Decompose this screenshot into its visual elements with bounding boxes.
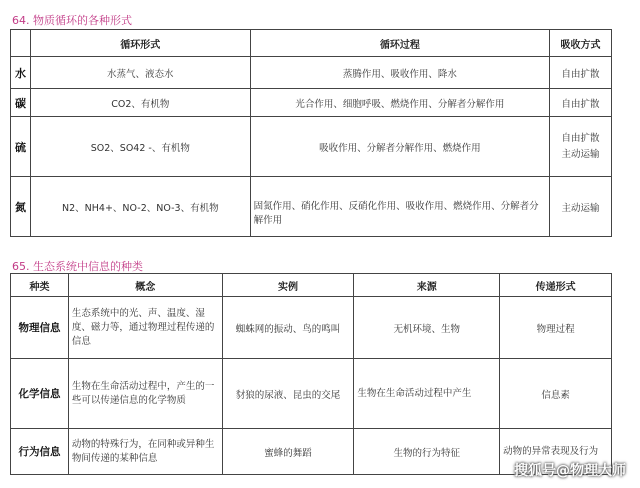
- cycle-form-cell: CO2、有机物: [30, 89, 250, 117]
- header-cell: 种类: [11, 274, 69, 297]
- watermark: 搜狐号@物理大师: [514, 463, 626, 479]
- cycle-form-cell: N2、NH4+、NO-2、NO-3、有机物: [30, 177, 250, 237]
- transfer-form-cell: 物理过程: [500, 297, 612, 359]
- absorb-value: 自由扩散: [561, 132, 600, 144]
- absorb-cell: [550, 117, 612, 177]
- cycle-process-cell: 蒸腾作用、吸收作用、降水: [250, 57, 549, 89]
- header-cell: 来源: [354, 274, 500, 297]
- header-cell: 循环过程: [250, 30, 549, 57]
- absorb-value: 主动运输: [561, 148, 600, 160]
- concept-cell: 动物的特殊行为，在同种或异种生物间传递的某种信息: [68, 429, 222, 475]
- row-label: 硫: [11, 117, 31, 177]
- absorb-value: 自由扩散: [561, 98, 600, 110]
- header-cell: 实例: [222, 274, 354, 297]
- material-cycle-table: [10, 29, 612, 237]
- table-row: [11, 297, 612, 359]
- table-row: [11, 117, 612, 177]
- concept-cell: 生物在生命活动过程中，产生的一些可以传递信息的化学物质: [68, 359, 222, 429]
- row-label: 化学信息: [11, 359, 69, 429]
- source-cell: 生物的行为特征: [354, 429, 500, 475]
- cycle-process-cell: 吸收作用、分解者分解作用、燃烧作用: [250, 117, 549, 177]
- table-row: [11, 177, 612, 237]
- transfer-form-cell: 动物的异常表现及行为: [500, 429, 612, 475]
- source-cell: 无机环境、生物: [354, 297, 500, 359]
- row-label: 氮: [11, 177, 31, 237]
- header-cell: 传递形式: [500, 274, 612, 297]
- table-row: [11, 359, 612, 429]
- section-64-title: 64. 物质循环的各种形式: [12, 14, 132, 27]
- transfer-form-cell: 信息素: [500, 359, 612, 429]
- row-label: 行为信息: [11, 429, 69, 475]
- cycle-process-cell: 固氮作用、硝化作用、反硝化作用、吸收作用、燃烧作用、分解者分解作用: [250, 177, 549, 237]
- header-cell: 吸收方式: [550, 30, 612, 57]
- concept-cell: 生态系统中的光、声、温度、湿度、磁力等，通过物理过程传递的信息: [68, 297, 222, 359]
- table-row: [11, 89, 612, 117]
- cycle-form-cell: 水蒸气、液态水: [30, 57, 250, 89]
- ecosystem-info-table: [10, 273, 612, 475]
- cycle-process-cell: 光合作用、细胞呼吸、燃烧作用、分解者分解作用: [250, 89, 549, 117]
- table-header-row: [11, 274, 612, 297]
- example-cell: 豺狼的尿液、昆虫的交尾: [222, 359, 354, 429]
- cycle-form-cell: SO2、SO42 -、有机物: [30, 117, 250, 177]
- absorb-value: 主动运输: [561, 202, 600, 214]
- row-label: 水: [11, 57, 31, 89]
- section-65-title: 65. 生态系统中信息的种类: [12, 260, 143, 273]
- row-label: 物理信息: [11, 297, 69, 359]
- absorb-cell: [550, 177, 612, 237]
- table-row: [11, 57, 612, 89]
- header-cell: 循环形式: [30, 30, 250, 57]
- example-cell: 蜘蛛网的振动、鸟的鸣叫: [222, 297, 354, 359]
- source-cell: 生物在生命活动过程中产生: [354, 359, 500, 429]
- absorb-cell: [550, 57, 612, 89]
- row-label: 碳: [11, 89, 31, 117]
- example-cell: 蜜蜂的舞蹈: [222, 429, 354, 475]
- header-cell: 概念: [68, 274, 222, 297]
- table-header-row: [11, 30, 612, 57]
- header-cell: [11, 30, 31, 57]
- absorb-value: 自由扩散: [561, 68, 600, 80]
- absorb-cell: [550, 89, 612, 117]
